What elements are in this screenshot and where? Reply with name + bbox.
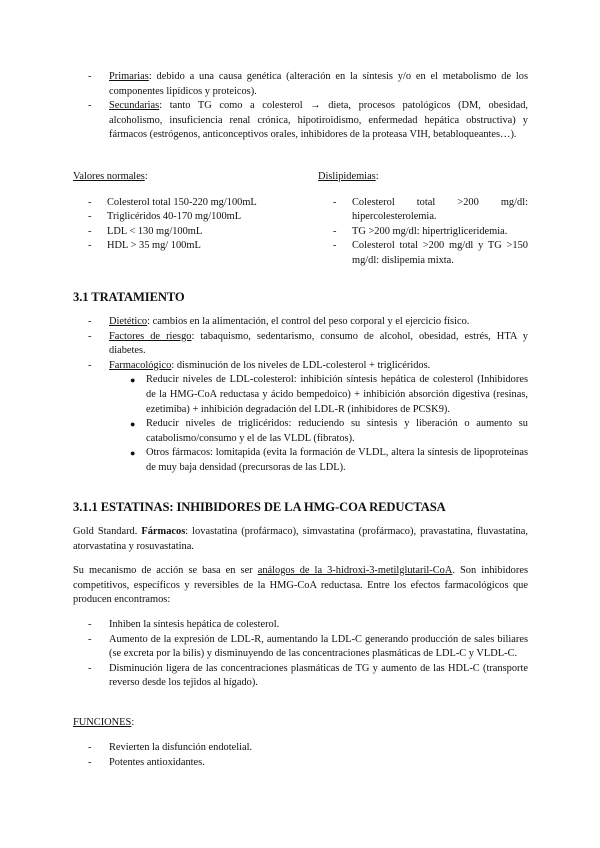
list-item: - LDL < 130 mg/100mL xyxy=(88,225,298,240)
farmacos-paragraph: Gold Standard. Fármacos: lovastatina (profármaco), simvastatina (profármaco), pravastatina, fluvastatina, atorvastatina y rosuvastatina. xyxy=(73,526,528,552)
list-item: ● Reducir niveles de triglicéridos: reduciendo su síntesis y liberación o aumento su catabolismo/consumo y el de las VLDL (fibratos). xyxy=(130,417,528,446)
list-item: - Primarias: debido a una causa genética (alteración en la síntesis y/o en el metabolismo de los componentes lipídicos y proteicos). xyxy=(88,70,528,99)
dislipidemias-column: Dislipidemias: - Colesterol total >200 mg/dl: hipercolesterolemia. - TG >200 mg/dl: hipertrigliceridemia. - Colesterol total >200 mg/dl y TG >150 mg/dl: dislipemia mixta. xyxy=(318,170,528,269)
list-item: - TG >200 mg/dl: hipertrigliceridemia. xyxy=(333,225,528,240)
list-item: - Potentes antioxidantes. xyxy=(88,756,528,771)
list-item: ● Otros fármacos: lomitapida (evita la formación de VLDL, altera la síntesis de lipoproteínas de muy baja densidad (precursoras de las LDL). xyxy=(130,446,528,475)
list-item: - Colesterol total >200 mg/dl: hipercolesterolemia. xyxy=(333,196,528,225)
tratamiento-list xyxy=(88,315,528,476)
mecanismo-paragraph: Su mecanismo de acción se basa en ser análogos de la 3-hidroxi-3-metilglutaril-CoA. Son inhibidores competitivos, específicos y reversibles de la HMG-CoA reductasa. Entre los efectos farmacológicos que producen encontramos: xyxy=(73,565,528,606)
list-item: - Colesterol total >200 mg/dl y TG >150 mg/dl: dislipemia mixta. xyxy=(333,239,528,268)
funciones-list xyxy=(88,741,528,770)
valores-title: Valores normales xyxy=(73,171,145,182)
efectos-list xyxy=(88,618,528,691)
list-item: - Disminución ligera de las concentraciones plasmáticas de TG y aumento de las HDL-C (transporte reverso desde los tejidos al hígado). xyxy=(88,662,528,691)
list-item: - Triglicéridos 40-170 mg/100mL xyxy=(88,210,298,225)
valores-normales-column: Valores normales: - Colesterol total 150-220 mg/100mL - Triglicéridos 40-170 mg/100mL - LDL < 130 mg/100mL - HDL > 35 mg/ 100mL xyxy=(73,170,298,254)
heading-estatinas: 3.1.1 ESTATINAS: INHIBIDORES DE LA HMG-COA REDUCTASA xyxy=(73,500,446,514)
dislipidemias-title: Dislipidemias xyxy=(318,171,376,182)
list-item: - Aumento de la expresión de LDL-R, aumentando la LDL-C generando producción de sales biliares (se excreta por la bilis) y disminuyendo de las concentraciones plasmáticas de LDL-C y VLDL-C. xyxy=(88,633,528,662)
list-item: - Secundarias: tanto TG como a colesterol → dieta, procesos patológicos (DM, obesidad, alcoholismo, insuficiencia renal crónica, hipotiroidismo, enfermedad hepática obstructiva) y fármacos (estrógenos, anticonceptivos orales, inhibidores de la proteasa VIH, betabloqueantes…). xyxy=(88,99,528,143)
dislipemia-types-list xyxy=(88,70,528,143)
list-item: ● Reducir niveles de LDL-colesterol: inhibición síntesis hepática de colesterol (Inhibidores de la HMG-CoA reductasa y ácido bempedoico) + inhibición absorción digestiva (resinas, ezetimiba) + inhibición degradación del LDL-R (inhibidores de PCSK9). xyxy=(130,373,528,417)
list-item: - Revierten la disfunción endotelial. xyxy=(88,741,528,756)
valores-list xyxy=(88,196,298,254)
list-item: - HDL > 35 mg/ 100mL xyxy=(88,239,298,254)
funciones-title: FUNCIONES: xyxy=(73,717,135,728)
list-item: - Factores de riesgo: tabaquismo, sedentarismo, consumo de alcohol, obesidad, estrés, HTA y diabetes. xyxy=(88,330,528,359)
list-item: - Colesterol total 150-220 mg/100mL xyxy=(88,196,298,211)
term-secundarias: Secundarias xyxy=(109,100,160,112)
list-item: - Farmacológico: disminución de los niveles de LDL-colesterol + triglicéridos. ● Reducir niveles de LDL-colesterol: inhibición síntesis hepática de colesterol (Inhibidores de la HMG-CoA reductasa y ácido bempedoico) + inhibición absorción digestiva (resinas, ezetimiba) + inhibición degradación del LDL-R (inhibidores de PCSK9). ● Reducir niveles de triglicéridos: reduciendo su síntesis y liberación o aumento su catabolismo/consumo y el de las VLDL (fibratos). ● Otros fármacos: lomitapida (evita la formación de VLDL, altera la síntesis de lipoproteínas de muy baja densidad (precursoras de las LDL). xyxy=(88,359,528,476)
dislipidemias-list xyxy=(333,196,528,269)
farmacologico-sublist xyxy=(130,373,528,475)
list-item: - Dietético: cambios en la alimentación, el control del peso corporal y el ejercicio físico. xyxy=(88,315,528,330)
list-item: - Inhiben la síntesis hepática de colesterol. xyxy=(88,618,528,633)
heading-tratamiento: 3.1 TRATAMIENTO xyxy=(73,290,185,304)
term-primarias: Primarias xyxy=(109,71,149,82)
